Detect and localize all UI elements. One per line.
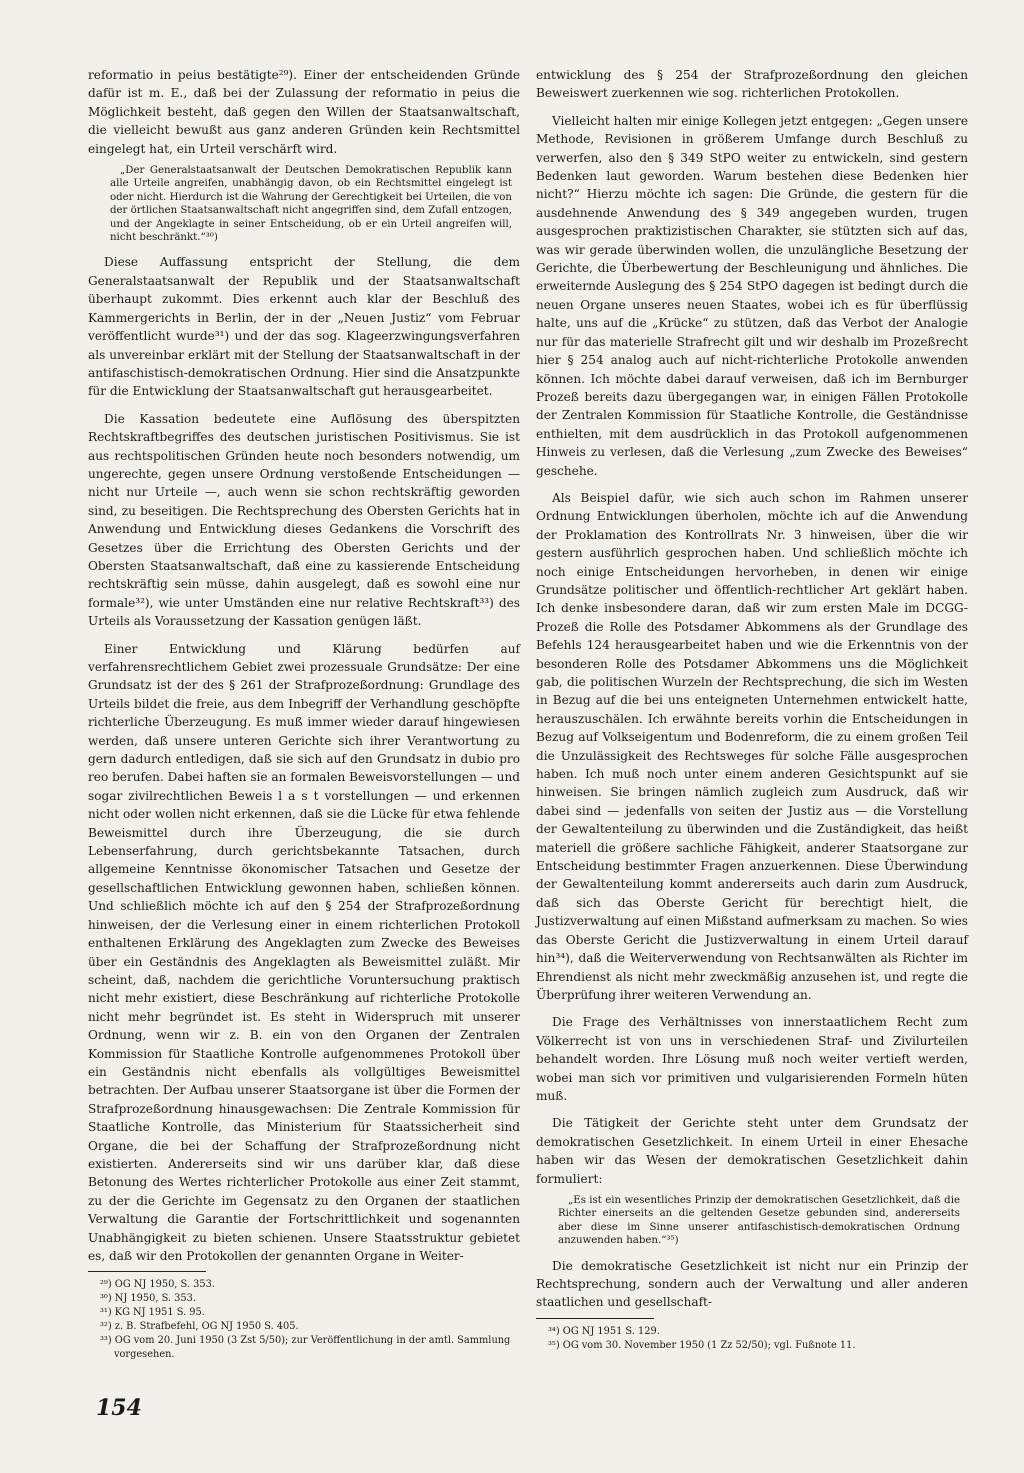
footnote-divider: [88, 1271, 206, 1272]
block-quote: „Es ist ein wesentliches Prinzip der demokratischen Gesetzlichkeit, daß die Richter einerseits an die geltenden Gesetze gebunden sind, andererseits aber diese im Sinne unserer antifaschistisch-demokratischen Ordnung anzuwenden haben.“³⁵): [558, 1194, 960, 1247]
right-column: [536, 66, 968, 1353]
paragraph: Diese Auffassung entspricht der Stellung, die dem Generalstaatsanwalt der Republik und der Staatsanwaltschaft überhaupt zukommt. Dies erkennt auch klar der Beschluß des Kammergerichts in Berlin, der in der „Neuen Justiz“ vom Februar veröffentlicht wurde³¹) und der das sog. Klageerzwingungsverfahren als unvereinbar erklärt mit der Stellung der Staatsanwaltschaft in der antifaschistisch-demokratischen Ordnung. Hier sind die Ansatzpunkte für die Entwicklung der Staatsanwaltschaft gut herausgearbeitet.: [88, 255, 520, 399]
paragraph: Einer Entwicklung und Klärung bedürfen auf verfahrensrechtlichem Gebiet zwei prozessuale Grundsätze: Der eine Grundsatz ist der des § 261 der Strafprozeßordnung: Grundlage des Urteils bildet die freie, aus dem Inbegriff der Verhandlung geschöpfte richterliche Überzeugung. Es muß immer wieder darauf hingewiesen werden, daß unsere unteren Gerichte sich ihrer Verantwortung zu gern dadurch entledigen, daß sie sich auf den Grundsatz in dubio pro reo berufen. Dabei haften sie an formalen Beweisvorstellungen — und sogar zivilrechtlichen Beweis l a s t vorstellungen — und erkennen nicht oder wollen nicht erkennen, daß sie die Lücke für etwa fehlende Beweismittel durch ihre Überzeugung, die sie durch Lebenserfahrung, durch gerichtsbekannte Tatsachen, durch allgemeine Kenntnisse ökonomischer Tatsachen und Gesetze der gesellschaftlichen Entwicklung gewonnen haben, schließen können. Und schließlich möchte ich auf den § 254 der Strafprozeßordnung hinweisen, der die Verlesung einer in einem richterlichen Protokoll enthaltenen Erklärung des Angeklagten zum Zwecke des Beweises über ein Geständnis des Angeklagten als Beweismittel zuläßt. Mir scheint, daß, nachdem die gerichtliche Voruntersuchung praktisch nicht mehr existiert, diese Beschränkung auf richterliche Protokolle nicht mehr begründet ist. Es steht in Widerspruch mit unserer Ordnung, wenn wir z. B. ein von den Organen der Zentralen Kommission für Staatliche Kontrolle aufgenommenes Protokoll über ein Geständnis nicht ebenfalls als vollgültiges Beweismittel betrachten. Der Aufbau unserer Staatsorgane ist über die Formen der Strafprozeßordnung hinausgewachsen: Die Zentrale Kommission für Staatliche Kontrolle, das Ministerium für Staatssicherheit sind Organe, die bei der Schaffung der Strafprozeßordnung nicht existierten. Andererseits sind wir uns darüber klar, daß diese Betonung des Wertes richterlicher Protokolle aus einer Zeit stammt, zu der die Gerichte im Gegensatz zu den Organen der staatlichen Verwaltung die Garantie der Fortschrittlichkeit und sogenannten Unabhängigkeit zu bieten schienen. Unsere Staatsstruktur gebietet es, daß wir den Protokollen der genannten Organe in Weiter-: [88, 641, 520, 1263]
paragraph: Vielleicht halten mir einige Kollegen jetzt entgegen: „Gegen unsere Methode, Revisionen in größerem Umfange durch Beschluß zu verwerfen, also den § 349 StPO weiter zu entwickeln, sind gestern Bedenken laut geworden. Warum bestehen diese Bedenken hier nicht?“ Hierzu möchte ich sagen: Die Gründe, die gestern für die ausdehnende Anwendung des § 349 angegeben wurden, trugen ausgesprochen praktizistischen Charakter, sie stützten sich auf das, was wir gerade überwinden wollen, die unzulängliche Besetzung der Gerichte, die Überbewertung der Beschleunigung und ähnliches. Die erweiternde Auslegung des § 254 StPO dagegen ist bedingt durch die neuen Organe unseres neuen Staates, wobei ich es für überflüssig halte, uns auf die „Krücke“ zu stützen, daß das Verbot der Analogie nur für das materielle Strafrecht gilt und wir deshalb im Prozeßrecht hier § 254 analog auch auf nicht-richterliche Protokolle anwenden können. Ich möchte dabei darauf verweisen, daß ich im Bernburger Prozeß bereits dazu übergegangen war, in einigen Fällen Protokolle der Zentralen Kommission für Staatliche Kontrolle, die Geständnisse enthielten, mit dem ausdrücklich in das Protokoll aufgenommenen Hinweis zu verlesen, daß die Verlesung „zum Zwecke des Beweises“ geschehe.: [536, 113, 968, 478]
footnote: ³²) z. B. Strafbefehl, OG NJ 1950 S. 405.: [100, 1321, 299, 1333]
footnote: ²⁹) OG NJ 1950, S. 353.: [100, 1279, 215, 1291]
footnotes: [536, 1325, 968, 1353]
paragraph: Die Tätigkeit der Gerichte steht unter dem Grundsatz der demokratischen Gesetzlichkeit. In einem Urteil in einer Ehesache haben wir das Wesen der demokratischen Gesetzlichkeit dahin formuliert:: [536, 1116, 968, 1186]
footnote: ³⁴) OG NJ 1951 S. 129.: [548, 1325, 660, 1337]
footnote: ³⁵) OG vom 30. November 1950 (1 Zz 52/50); vgl. Fußnote 11.: [548, 1339, 856, 1351]
page-number: 154: [96, 1395, 142, 1421]
footnote: ³³) OG vom 20. Juni 1950 (3 Zst 5/50); zur Veröffentlichung in der amtl. Sammlung vorgesehen.: [100, 1335, 511, 1361]
paragraph: reformatio in peius bestätigte²⁹). Einer der entscheidenden Gründe dafür ist m. E., daß bei der Zulassung der reformatio in peius die Möglichkeit besteht, daß gegen den Willen der Staatsanwaltschaft, die vielleicht bewußt aus ganz anderen Gründen kein Rechtsmittel eingelegt hat, ein Urteil verschärft wird.: [88, 68, 520, 156]
paragraph: Die demokratische Gesetzlichkeit ist nicht nur ein Prinzip der Rechtsprechung, sondern auch der Verwaltung und aller anderen staatlichen und gesellschaft-: [536, 1258, 968, 1310]
footnote: ³¹) KG NJ 1951 S. 95.: [100, 1307, 205, 1319]
footnote: ³⁰) NJ 1950, S. 353.: [100, 1293, 196, 1305]
paragraph: entwicklung des § 254 der Strafprozeßordnung den gleichen Beweiswert zuerkennen wie sog. richterlichen Protokollen.: [536, 68, 968, 101]
paragraph: Die Kassation bedeutete eine Auflösung des überspitzten Rechtskraftbegriffes des deutschen juristischen Positivismus. Sie ist aus rechtspolitischen Gründen heute noch besonders notwendig, um ungerechte, gegen unsere Ordnung verstoßende Entscheidungen — nicht nur Urteile —, auch wenn sie schon rechtskräftig geworden sind, zu beseitigen. Die Rechtsprechung des Obersten Gerichts hat in Anwendung und Entwicklung dieses Gedankens die Vorschrift des Gesetzes über die Errichtung des Obersten Gerichts und der Obersten Staatsanwaltschaft, daß eine zu kassierende Entscheidung rechtskräftig sein müsse, dahin ausgelegt, daß es sowohl eine nur formale³²), wie unter Umständen eine nur relative Rechtskraft³³) des Urteils als Voraussetzung der Kassation genügen läßt.: [88, 411, 520, 629]
paragraph: Als Beispiel dafür, wie sich auch schon im Rahmen unserer Ordnung Entwicklungen überholen, möchte ich auf die Anwendung der Proklamation des Kontrollrats Nr. 3 hinweisen, über die wir gestern ausführlich gesprochen haben. Und schließlich möchte ich noch einige Entscheidungen hervorheben, in denen wir einige Grundsätze politischer und öffentlich-rechtlicher Art geklärt haben. Ich denke insbesondere daran, daß wir zum ersten Male im DCGG-Prozeß die Rolle des Potsdamer Abkommens als der Grundlage des Befehls 124 herausgearbeitet haben und wie die Erkenntnis von der besonderen Rolle des Potsdamer Abkommens uns die Möglichkeit gab, die politischen Wurzeln der Rechtsprechung, die sich im Westen in Bezug auf die bei uns enteigneten Unternehmen entwickelt hatte, herauszuschälen. Ich erwähnte bereits vorhin die Entscheidungen in Bezug auf Volkseigentum und Bodenreform, die zu einem großen Teil die Unzulässigkeit des Rechtsweges für solche Fälle ausgesprochen haben. Ich muß noch unter einem anderen Gesichtspunkt auf sie hinweisen. Sie bringen nämlich zugleich zum Ausdruck, daß wir dabei sind — jedenfalls von seiten der Justiz aus — die Vorstellung der Gewaltenteilung zu überwinden und die Zuständigkeit, das heißt materiell die größere sachliche Fähigkeit, anderer Staatsorgane zur Entscheidung bestimmter Fragen anzuerkennen. Diese Überwindung der Gewaltenteilung kommt andererseits auch darin zum Ausdruck, daß sich das Oberste Gericht für berechtigt hielt, die Justizverwaltung auf einen Mißstand aufmerksam zu machen. So wies das Oberste Gericht die Justizverwaltung in einem Urteil darauf hin³⁴), daß die Weiterverwendung von Rechtsanwälten als Richter im Ehrendienst als nicht mehr zweckmäßig anzusehen ist, und regte die Überprüfung ihrer weiteren Verwendung an.: [536, 490, 968, 1002]
left-column: [88, 66, 520, 1362]
paragraph: Die Frage des Verhältnisses von innerstaatlichem Recht zum Völkerrecht ist von uns in verschiedenen Straf- und Zivilurteilen behandelt worden. Ihre Lösung muß noch weiter vertieft werden, wobei man sich vor primitiven und vulgarisierenden Formeln hüten muß.: [536, 1015, 968, 1103]
footnote-divider: [536, 1318, 654, 1319]
block-quote: „Der Generalstaatsanwalt der Deutschen Demokratischen Republik kann alle Urteile angreifen, unabhängig davon, ob ein Rechtsmittel eingelegt ist oder nicht. Hierdurch ist die Wahrung der Gerechtigkeit bei Urteilen, die von der örtlichen Staatsanwaltschaft nicht angegriffen sind, dem Zufall entzogen, und der Angeklagte in seiner Entscheidung, ob er ein Urteil angreifen will, nicht beschränkt.“³⁰): [110, 165, 512, 244]
footnotes: [88, 1278, 520, 1362]
